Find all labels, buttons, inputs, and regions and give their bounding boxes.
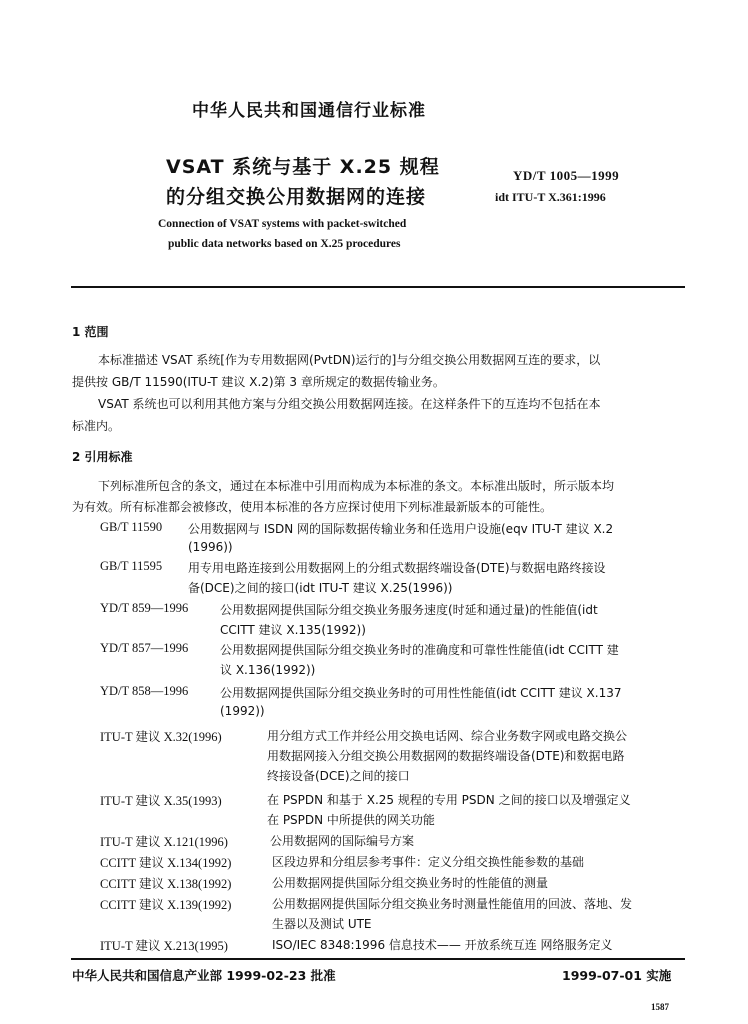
reference-code: ITU-T 建议 X.121(1996) — [100, 835, 228, 849]
reference-title-line: (1996)) — [188, 540, 233, 554]
reference-title-line: 公用数据网提供国际分组交换业务时的准确度和可靠性性能值(idt CCITT 建 — [220, 643, 619, 657]
issuing-body: 中华人民共和国通信行业标准 — [192, 101, 426, 121]
section-2-heading: 2 引用标准 — [72, 450, 133, 464]
reference-code: CCITT 建议 X.134(1992) — [100, 856, 232, 870]
idt-reference: idt ITU-T X.361:1996 — [495, 190, 606, 204]
reference-title-line: 区段边界和分组层参考事件：定义分组交换性能参数的基础 — [272, 855, 585, 869]
reference-title-line: ISO/IEC 8348:1996 信息技术—— 开放系统互连 网络服务定义 — [272, 938, 613, 952]
reference-title-line: 备(DCE)之间的接口(idt ITU-T 建议 X.25(1996)) — [188, 581, 453, 595]
reference-title-line: 公用数据网提供国际分组交换业务时的性能值的测量 — [272, 876, 549, 890]
reference-title-line: 用分组方式工作并经公用交换电话网、综合业务数字网或电路交换公 — [267, 729, 628, 743]
reference-title-line: 在 PSPDN 和基于 X.25 规程的专用 PSDN 之间的接口以及增强定义 — [267, 793, 631, 807]
title-line-1: VSAT 系统与基于 X.25 规程 — [166, 156, 440, 178]
reference-title-line: 公用数据网与 ISDN 网的国际数据传输业务和任选用户设施(eqv ITU-T 建议 X.2 — [188, 522, 614, 536]
section-1-heading: 1 范围 — [72, 325, 109, 339]
reference-code: ITU-T 建议 X.35(1993) — [100, 794, 222, 808]
reference-title-line: 公用数据网提供国际分组交换业务服务速度(时延和通过量)的性能值(idt — [220, 603, 598, 617]
section-2-para-1-cont: 为有效。所有标准都会被修改，使用本标准的各方应探讨使用下列标准最新版本的可能性。 — [72, 500, 553, 514]
reference-code: GB/T 11595 — [100, 559, 163, 573]
reference-title-line: 终接设备(DCE)之间的接口 — [267, 769, 410, 783]
reference-title-line: 公用数据网提供国际分组交换业务时测量性能值用的回波、落地、发 — [272, 897, 633, 911]
standard-code: YD/T 1005—1999 — [513, 168, 620, 183]
reference-code: ITU-T 建议 X.32(1996) — [100, 730, 222, 744]
reference-title-line: 用专用电路连接到公用数据网上的分组式数据终端设备(DTE)与数据电路终接设 — [188, 561, 606, 575]
reference-title-line: 议 X.136(1992)) — [220, 663, 316, 677]
section-1-para-2: VSAT 系统也可以利用其他方案与分组交换公用数据网连接。在这样条件下的互连均不包括在本 — [98, 397, 601, 411]
section-2-para-1: 下列标准所包含的条文，通过在本标准中引用而构成为本标准的条文。本标准出版时，所示版本均 — [98, 479, 615, 493]
reference-title-line: 公用数据网的国际编号方案 — [270, 834, 415, 848]
section-1-para-1-cont: 提供按 GB/T 11590(ITU-T 建议 X.2)第 3 章所规定的数据传输业务。 — [72, 375, 445, 389]
section-1-para-1: 本标准描述 VSAT 系统[作为专用数据网(PvtDN)运行的]与分组交换公用数据网互连的要求，以 — [98, 353, 601, 367]
header-divider — [71, 286, 685, 288]
reference-code: CCITT 建议 X.138(1992) — [100, 877, 232, 891]
reference-title-line: 在 PSPDN 中所提供的网关功能 — [267, 813, 435, 827]
reference-title-line: 生器以及测试 UTE — [272, 917, 372, 931]
english-title-line-1: Connection of VSAT systems with packet-switched — [158, 218, 407, 230]
section-1-para-2-cont: 标准内。 — [72, 419, 121, 433]
reference-title-line: 用数据网接入分组交换公用数据网的数据终端设备(DTE)和数据电路 — [267, 749, 625, 763]
english-title-line-2: public data networks based on X.25 procedures — [168, 238, 401, 250]
reference-title-line: CCITT 建议 X.135(1992)) — [220, 623, 366, 637]
title-line-2: 的分组交换公用数据网的连接 — [166, 186, 427, 208]
footer-divider — [71, 958, 685, 960]
reference-title-line: 公用数据网提供国际分组交换业务时的可用性性能值(idt CCITT 建议 X.137 — [220, 686, 622, 700]
reference-code: YD/T 858—1996 — [100, 684, 189, 698]
reference-code: GB/T 11590 — [100, 520, 163, 534]
reference-code: ITU-T 建议 X.213(1995) — [100, 939, 228, 953]
page-number: 1587 — [651, 1002, 669, 1012]
implementation-date: 1999-07-01 实施 — [562, 968, 672, 983]
approval-line: 中华人民共和国信息产业部 1999-02-23 批准 — [72, 968, 336, 983]
reference-code: CCITT 建议 X.139(1992) — [100, 898, 232, 912]
reference-title-line: (1992)) — [220, 704, 265, 718]
reference-code: YD/T 859—1996 — [100, 601, 189, 615]
reference-code: YD/T 857—1996 — [100, 641, 189, 655]
